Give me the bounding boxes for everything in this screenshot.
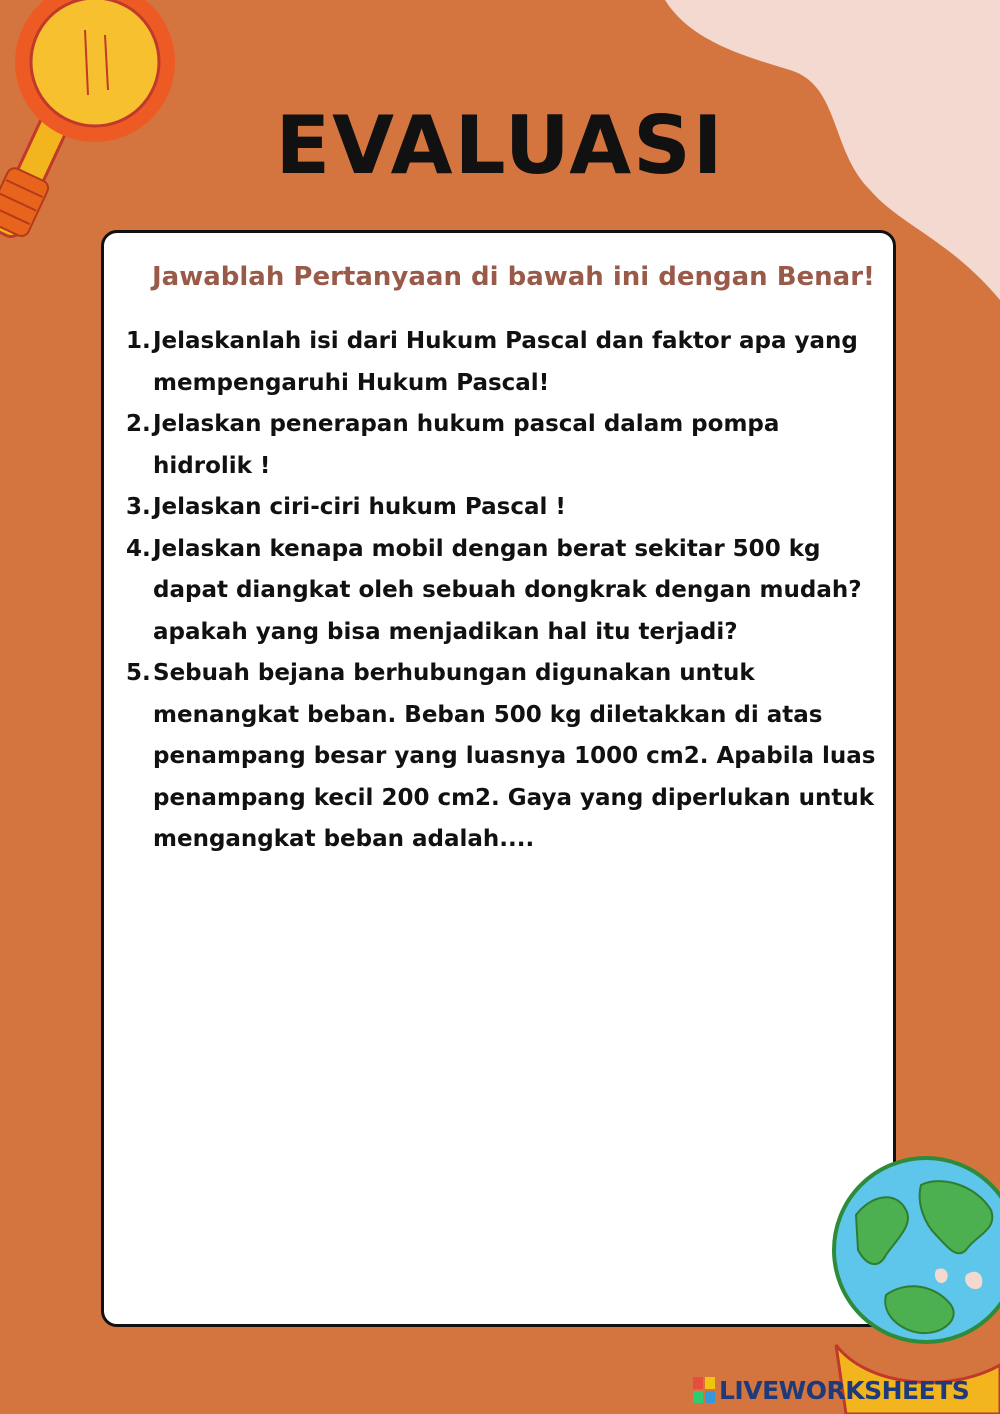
watermark [693,1373,969,1407]
question-number: 4. [126,535,151,562]
question-text: Jelaskanlah isi dari Hukum Pascal dan faktor apa yang mempengaruhi Hukum Pascal! [153,328,858,396]
question-text: Jelaskan ciri-ciri hukum Pascal ! [153,494,566,520]
question-item [126,529,886,654]
question-item [126,404,886,487]
liveworksheets-logo-icon [693,1377,715,1403]
question-item [126,653,886,861]
question-list [126,321,886,861]
question-item [126,487,886,529]
question-number: 2. [126,411,151,437]
watermark-text: LIVEWORKSHEETS [719,1375,970,1405]
question-number: 5. [126,660,151,686]
question-number: 1. [126,328,151,354]
question-number: 3. [126,494,151,520]
page-title: EVALUASI [275,99,725,192]
question-item [126,321,886,404]
question-card [101,230,896,1327]
question-text: Jelaskan penerapan hukum pascal dalam pompa hidrolik ! [153,411,780,479]
question-text: Sebuah bejana berhubungan digunakan untuk menangkat beban. Beban 500 kg diletakkan di atas penampang besar yang luasnya 1000 cm2. Apabila luas penampang kecil 200 cm2. Gaya yang diperlukan untuk mengangkat beban adalah.... [153,660,876,852]
question-text: Jelaskan kenapa mobil dengan berat sekitar 500 kg dapat diangkat oleh sebuah dongkrak dengan mudah? apakah yang bisa menjadikan hal itu terjadi? [153,535,862,645]
instruction-text: Jawablah Pertanyaan di bawah ini dengan Benar! [152,262,875,292]
